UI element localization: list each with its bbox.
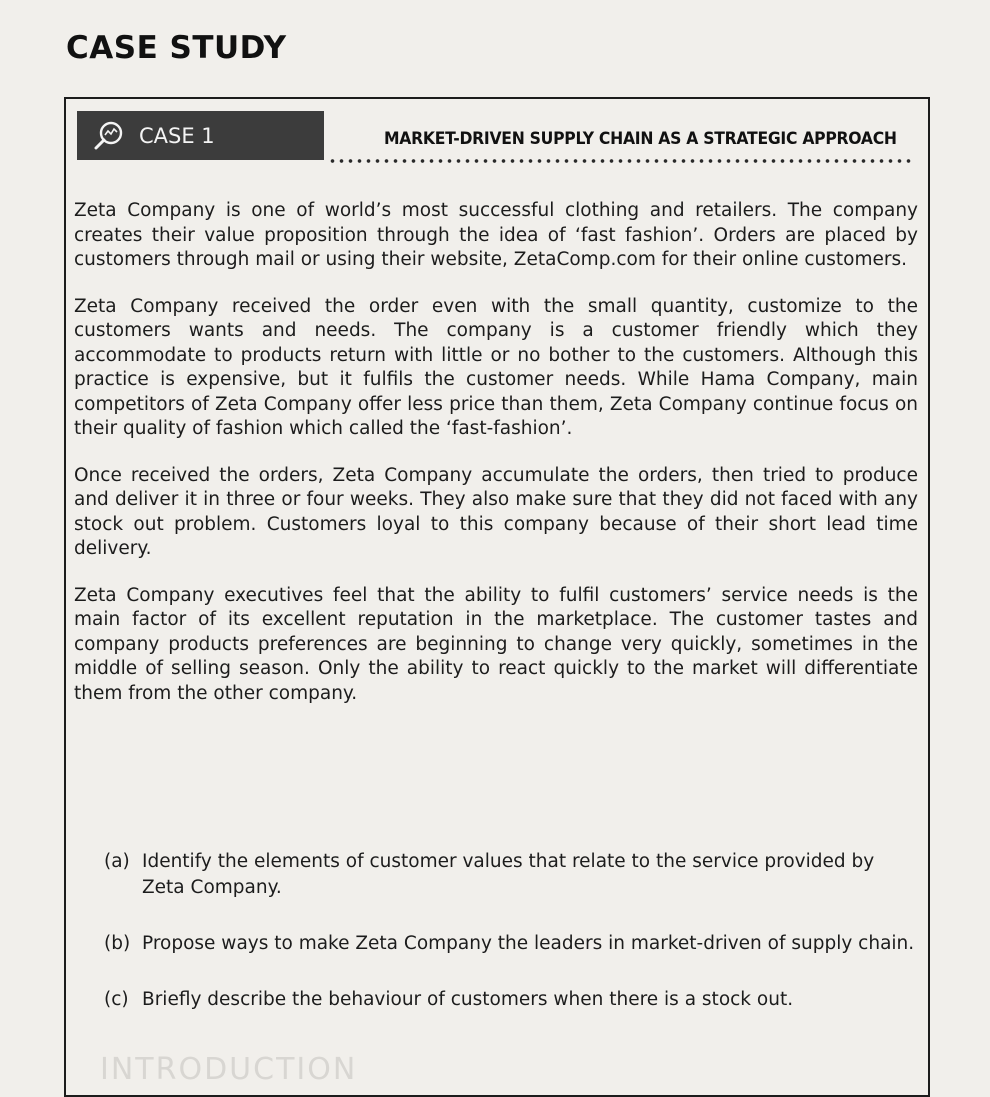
question-text: Propose ways to make Zeta Company the leaders in market-driven of supply chain. bbox=[142, 933, 915, 954]
question-letter: (c) bbox=[104, 989, 129, 1010]
case-study-box bbox=[64, 97, 930, 1097]
question-letter: (a) bbox=[104, 851, 130, 872]
question-item bbox=[104, 931, 916, 957]
paragraph-4: Zeta Company executives feel that the ability to fulfil customers’ service needs is the main factor of its excellent reputation in the marketplace. The customer tastes and company products preferences are beginning to change very quickly, sometimes in the middle of selling season. Only the ability to react quickly to the market will differentiate them from the other company. bbox=[74, 584, 918, 704]
paragraph-3: Once received the orders, Zeta Company accumulate the orders, then tried to produce and deliver it in three or four weeks. They also make sure that they did not faced with any stock out problem. Customers loyal to this company because of their short lead time delivery. bbox=[74, 464, 918, 559]
question-text: Identify the elements of customer values that relate to the service provided by Zeta Company. bbox=[142, 851, 875, 898]
magnifier-icon bbox=[92, 119, 126, 153]
case-badge bbox=[77, 111, 324, 160]
paragraph-2: Zeta Company received the order even with the small quantity, customize to the customers wants and needs. The company is a customer friendly which they accommodate to products return with little or no bother to the customers. Although this practice is expensive, but it fulfils the customer needs. While Hama Company, main competitors of Zeta Company offer less price than them, Zeta Company continue focus on their quality of fashion which called the ‘fast-fashion’. bbox=[74, 295, 918, 439]
case-heading: MARKET-DRIVEN SUPPLY CHAIN AS A STRATEGIC APPROACH bbox=[384, 129, 897, 149]
question-list bbox=[104, 849, 916, 1043]
question-text: Briefly describe the behaviour of customers when there is a stock out. bbox=[142, 989, 794, 1010]
case-body bbox=[74, 199, 918, 728]
page-title: CASE STUDY bbox=[66, 30, 287, 66]
dotted-divider bbox=[328, 158, 914, 164]
question-item bbox=[104, 849, 916, 901]
question-letter: (b) bbox=[104, 933, 131, 954]
question-item bbox=[104, 987, 916, 1013]
bleed-through-heading: INTRODUCTION bbox=[100, 1052, 358, 1087]
case-badge-label: CASE 1 bbox=[139, 123, 215, 148]
paragraph-1: Zeta Company is one of world’s most successful clothing and retailers. The company creates their value proposition through the idea of ‘fast fashion’. Orders are placed by customers through mail or using their website, ZetaComp.com for their online customers. bbox=[74, 200, 918, 270]
